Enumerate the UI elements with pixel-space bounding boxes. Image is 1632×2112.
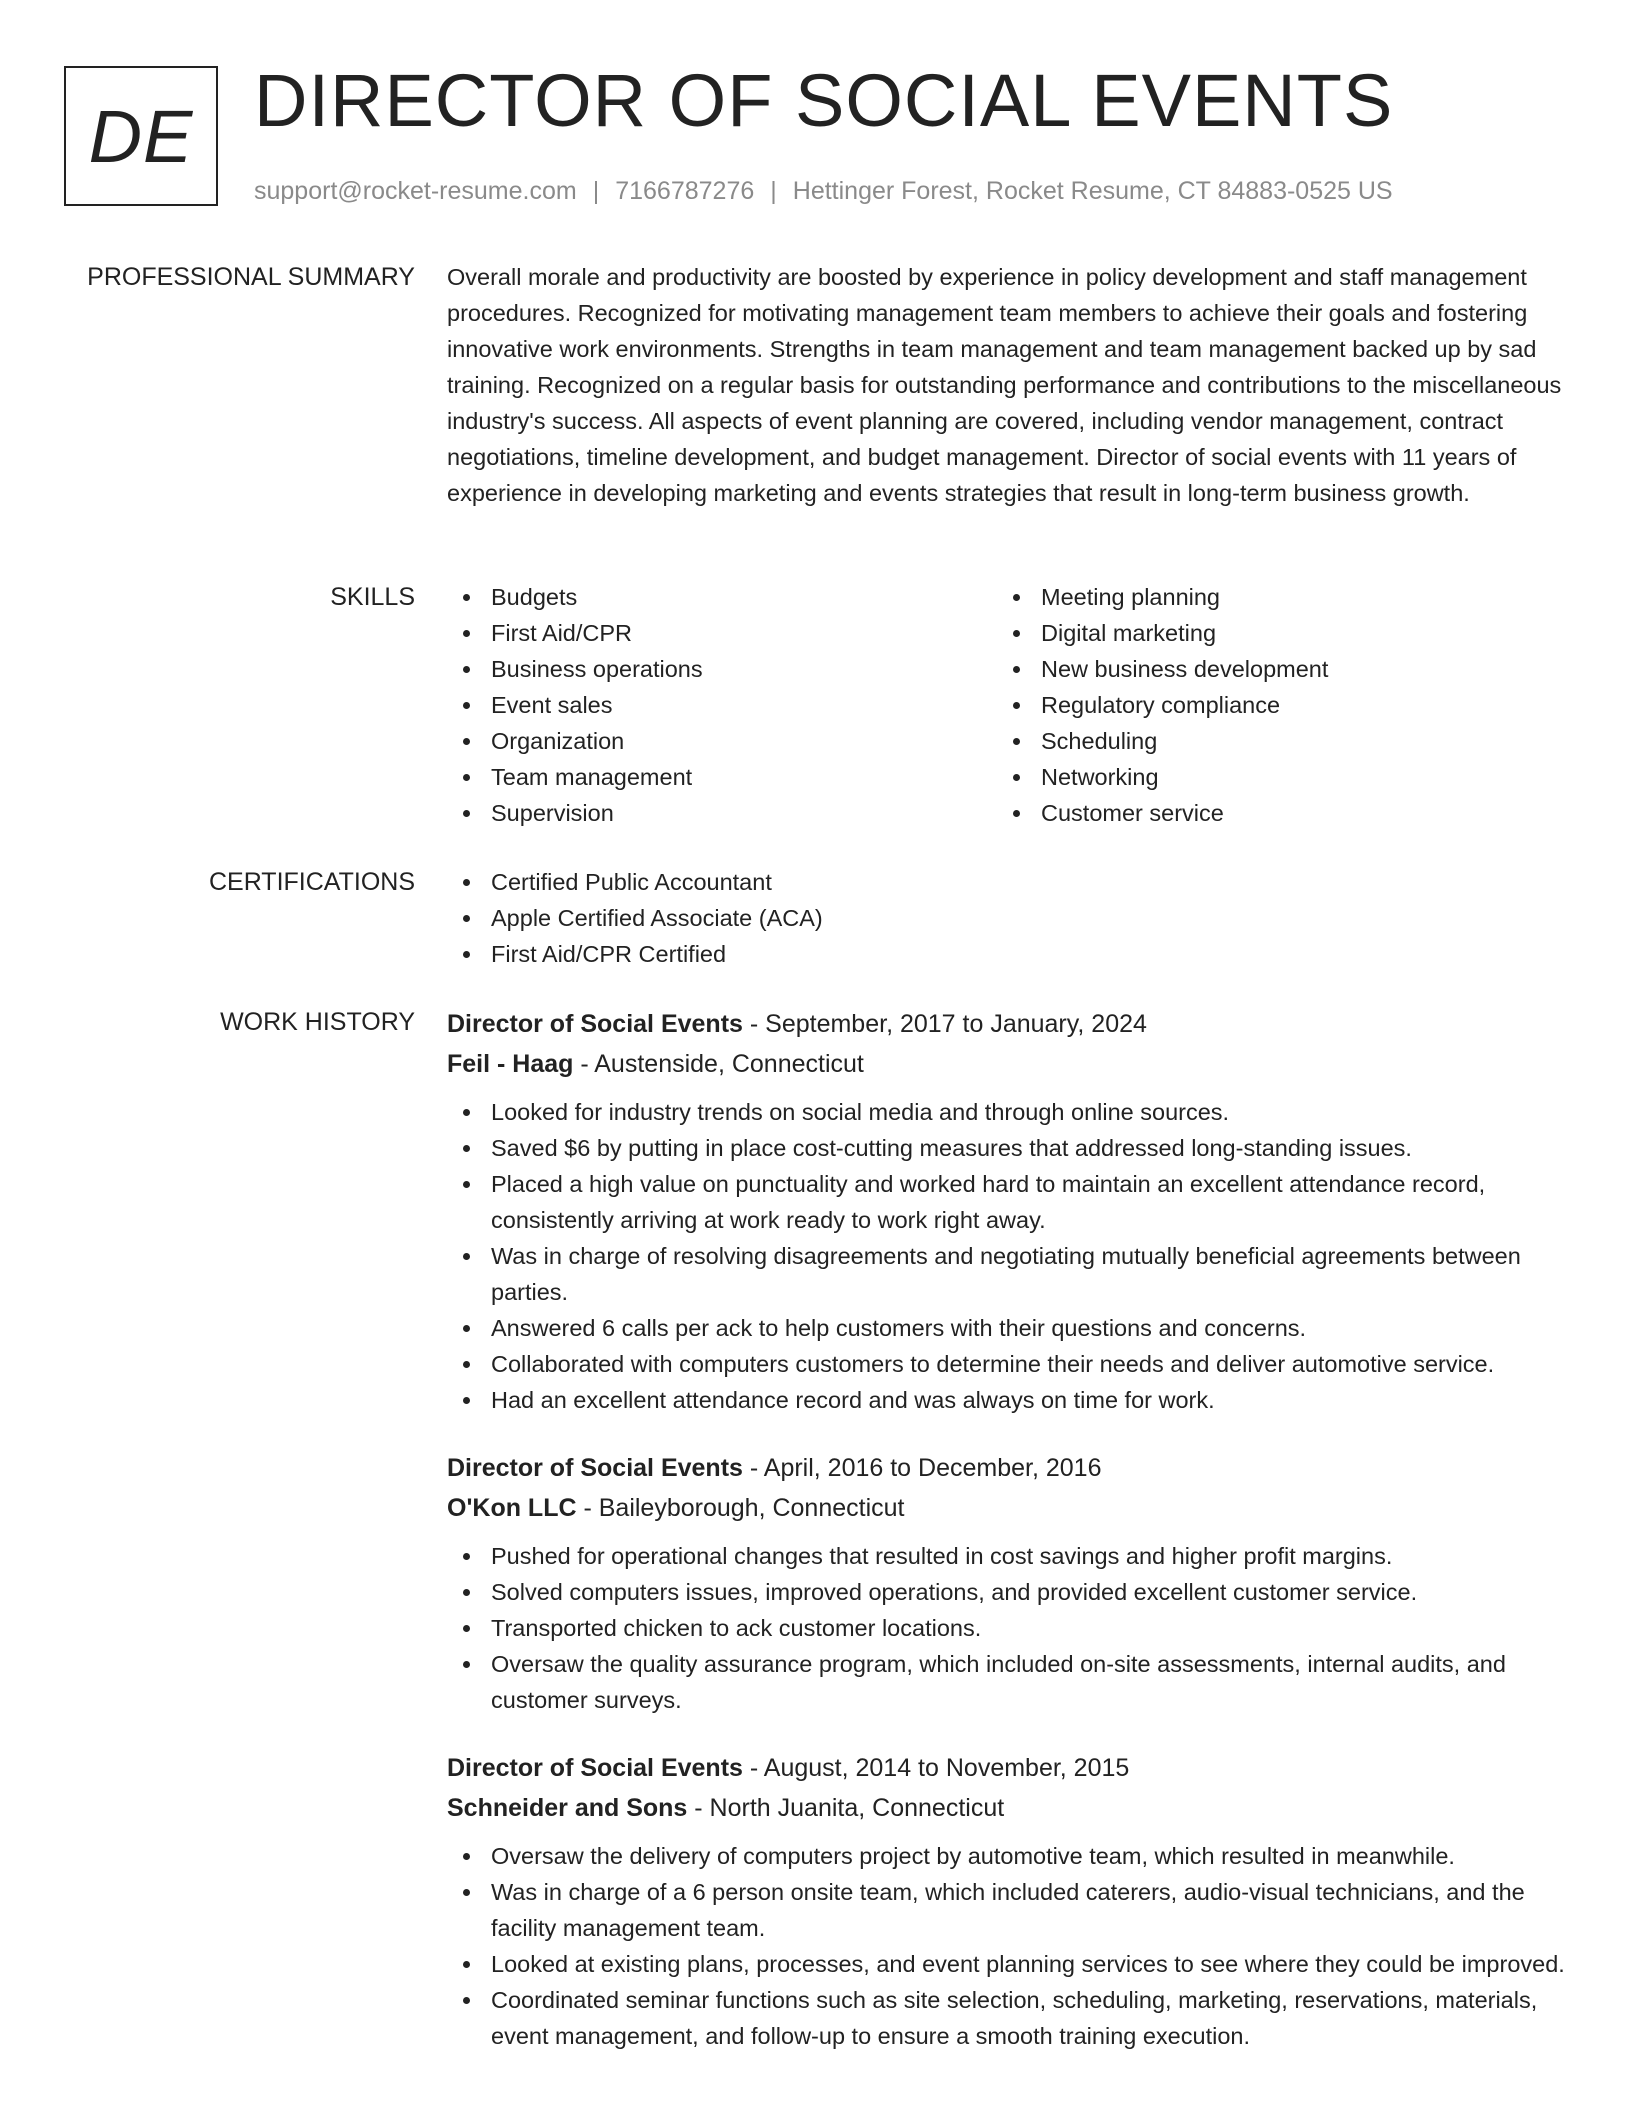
job-bullet: Collaborated with computers customers to determine their needs and deliver automotive service. (447, 1346, 1567, 1382)
skill-item: Supervision (447, 795, 997, 831)
summary-text: Overall morale and productivity are boosted by experience in policy development and staff management procedures. Recognized for motivating management team members to achieve their goals and fostering innovative work environments. Strengths in team management and team management backed up by sad training. Recognized on a regular basis for outstanding performance and contributions to the miscellaneous industry's success. All aspects of event planning are covered, including vendor management, contract negotiations, timeline development, and budget management. Director of social events with 11 years of experience in developing marketing and events strategies that result in long-term business growth. (447, 264, 1562, 506)
job-entry (447, 1448, 1567, 1718)
job-bullet: Placed a high value on punctuality and worked hard to maintain an excellent attendance record, consistently arriving at work ready to work right away. (447, 1166, 1567, 1238)
job-bullets (447, 1838, 1567, 2054)
job-dates: - April, 2016 to December, 2016 (742, 1454, 1102, 1482)
job-entry (447, 1748, 1567, 2054)
job-company-line (447, 1044, 1567, 1084)
job-title: Director of Social Events (447, 1010, 743, 1038)
job-company: Feil - Haag (447, 1050, 574, 1078)
job-bullet: Transported chicken to ack customer locations. (447, 1610, 1567, 1646)
job-bullet: Saved $6 by putting in place cost-cutting measures that addressed long-standing issues. (447, 1130, 1567, 1166)
job-title: Director of Social Events (447, 1754, 743, 1782)
skill-item: Regulatory compliance (997, 687, 1547, 723)
job-company: O'Kon LLC (447, 1494, 577, 1522)
job-bullets (447, 1094, 1567, 1418)
contact-phone: 7166787276 (615, 177, 755, 205)
skills-columns (447, 579, 1567, 831)
job-title: Director of Social Events (447, 1454, 743, 1482)
skill-item: Business operations (447, 651, 997, 687)
monogram-logo: DE (64, 66, 218, 206)
section-label-work-history: WORK HISTORY (220, 1008, 415, 1036)
skill-item: Digital marketing (997, 615, 1547, 651)
section-label-skills: SKILLS (330, 583, 415, 611)
job-bullet: Was in charge of resolving disagreements and negotiating mutually beneficial agreements between parties. (447, 1238, 1567, 1310)
job-location: - Baileyborough, Connecticut (576, 1494, 905, 1522)
skill-item: Scheduling (997, 723, 1547, 759)
contact-line (254, 173, 1393, 209)
contact-address: Hettinger Forest, Rocket Resume, CT 84883-0525 US (792, 177, 1393, 205)
contact-separator: | (770, 177, 777, 205)
job-dates: - September, 2017 to January, 2024 (742, 1010, 1147, 1038)
skill-item: Organization (447, 723, 997, 759)
skill-item: Networking (997, 759, 1547, 795)
job-bullet: Had an excellent attendance record and was always on time for work. (447, 1382, 1567, 1418)
job-bullet: Coordinated seminar functions such as site selection, scheduling, marketing, reservations, materials, event management, and follow-up to ensure a smooth training execution. (447, 1982, 1567, 2054)
certifications-body (447, 864, 1567, 972)
job-company-line (447, 1788, 1567, 1828)
skill-item: Team management (447, 759, 997, 795)
job-bullet: Looked for industry trends on social media and through online sources. (447, 1094, 1567, 1130)
job-location: - North Juanita, Connecticut (687, 1794, 1005, 1822)
work-history-body (447, 1004, 1567, 2084)
job-company: Schneider and Sons (447, 1794, 688, 1822)
page-title: DIRECTOR OF SOCIAL EVENTS (254, 59, 1394, 142)
job-title-line (447, 1448, 1567, 1488)
skill-item: Event sales (447, 687, 997, 723)
job-entry (447, 1004, 1567, 1418)
contact-separator: | (592, 177, 600, 205)
certification-item: Certified Public Accountant (447, 864, 1567, 900)
skills-body (447, 579, 1567, 831)
job-bullet: Looked at existing plans, processes, and event planning services to see where they could be improved. (447, 1946, 1567, 1982)
job-dates: - August, 2014 to November, 2015 (742, 1754, 1130, 1782)
job-title-line (447, 1004, 1567, 1044)
skill-item: First Aid/CPR (447, 615, 997, 651)
certifications-list (447, 864, 1567, 972)
contact-email: support@rocket-resume.com (254, 177, 577, 205)
certification-item: Apple Certified Associate (ACA) (447, 900, 1567, 936)
job-company-line (447, 1488, 1567, 1528)
skill-item: Budgets (447, 579, 997, 615)
job-bullet: Oversaw the delivery of computers project by automotive team, which resulted in meanwhile. (447, 1838, 1567, 1874)
skills-list-right (997, 579, 1547, 831)
job-bullets (447, 1538, 1567, 1718)
job-bullet: Answered 6 calls per ack to help customers with their questions and concerns. (447, 1310, 1567, 1346)
job-bullet: Oversaw the quality assurance program, which included on-site assessments, internal audits, and customer surveys. (447, 1646, 1567, 1718)
section-label-certifications: CERTIFICATIONS (208, 868, 415, 896)
job-bullet: Pushed for operational changes that resulted in cost savings and higher profit margins. (447, 1538, 1567, 1574)
job-title-line (447, 1748, 1567, 1788)
skill-item: Customer service (997, 795, 1547, 831)
section-label-summary: PROFESSIONAL SUMMARY (87, 263, 415, 291)
job-bullet: Was in charge of a 6 person onsite team, which included caterers, audio-visual technicians, and the facility management team. (447, 1874, 1567, 1946)
certification-item: First Aid/CPR Certified (447, 936, 1567, 972)
job-bullet: Solved computers issues, improved operations, and provided excellent customer service. (447, 1574, 1567, 1610)
job-location: - Austenside, Connecticut (573, 1050, 864, 1078)
skills-list-left (447, 579, 997, 831)
skill-item: Meeting planning (997, 579, 1547, 615)
skill-item: New business development (997, 651, 1547, 687)
